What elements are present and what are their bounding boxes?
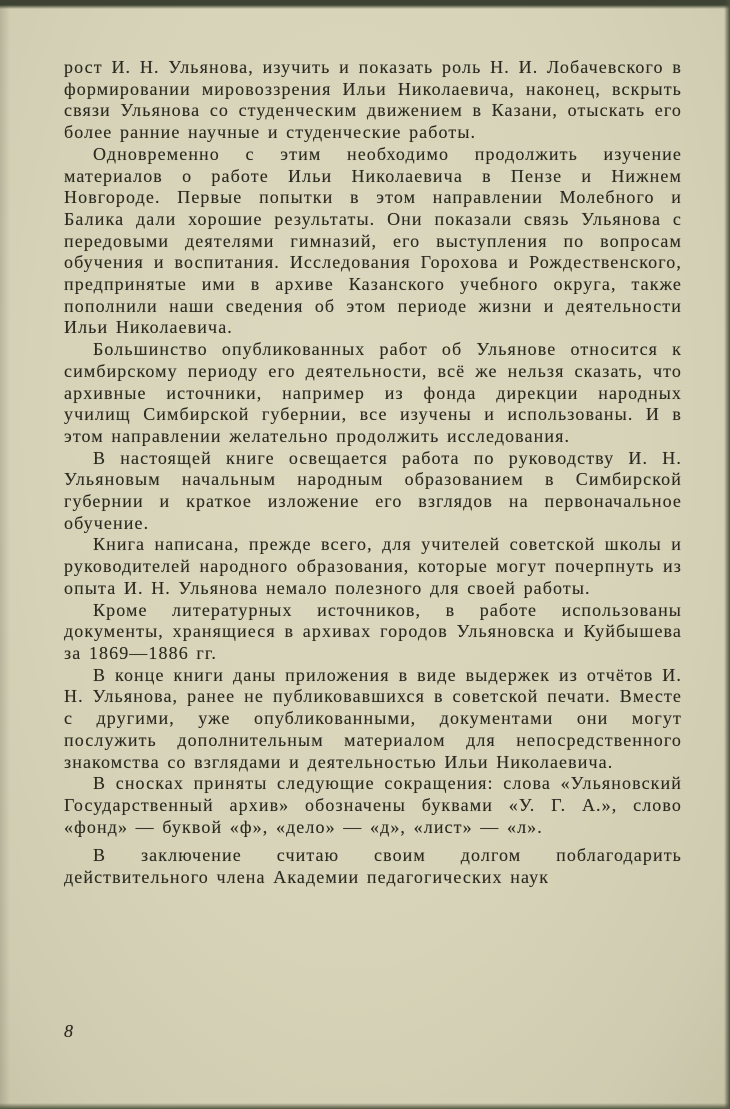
scan-edge-left <box>0 0 10 1109</box>
paragraph: Большинство опубликованных работ об Ульянове относится к симбирскому периоду его деятельности, всё же нельзя сказать, что архивные источники, например из фонда дирекции народных училищ Симбирской губернии, все изучены и использованы. И в этом направлении желательно продолжить исследования. <box>64 339 682 446</box>
paragraph: В настоящей книге освещается работа по руководству И. Н. Ульяновым начальным народным образованием в Симбирской губернии и краткое изложение его взглядов на первоначальное обучение. <box>64 447 682 533</box>
scan-edge-right <box>724 0 730 1109</box>
paragraph: В конце книги даны приложения в виде выдержек из отчётов И. Н. Ульянова, ранее не публиковавшихся в советской печати. Вместе с другими, уже опубликованными, документами они могут послужить дополнительным материалом для непосредственного знакомства со взглядами и деятельностью Ильи Николаевича. <box>64 664 682 772</box>
paragraph: В заключение считаю своим долгом поблагодарить действительного члена Академии педагогических наук <box>64 845 682 888</box>
paragraph: Книга написана, прежде всего, для учителей советской школы и руководителей народного образования, которые могут почерпнуть из опыта И. Н. Ульянова немало полезного для своей работы. <box>64 534 682 598</box>
paragraph: рост И. Н. Ульянова, изучить и показать роль Н. И. Лобачевского в формировании мировоззрения Ильи Николаевича, наконец, вскрыть связи Ульянова со студенческим движением в Казани, отыскать его более ранние научные и студенческие работы. <box>64 57 682 143</box>
paragraph: Кроме литературных источников, в работе использованы документы, хранящиеся в архивах городов Ульяновска и Куйбышева за 1869—1886 гг. <box>64 599 682 663</box>
page-number: 8 <box>64 1021 73 1041</box>
scan-edge-top <box>0 0 730 9</box>
scan-edge-bottom <box>0 1103 730 1109</box>
paragraph: Одновременно с этим необходимо продолжить изучение материалов о работе Ильи Николаевича в Пензе и Нижнем Новгороде. Первые попытки в этом направлении Молебного и Балика дали хорошие результаты. Они показали связь Ульянова с передовыми деятелями гимназий, его выступления по вопросам обучения и воспитания. Исследования Горохова и Рождественского, предпринятые ими в архиве Казанского учебного округа, также пополнили наши сведения об этом периоде жизни и деятельности Ильи Николаевича. <box>64 143 682 338</box>
text-block <box>64 57 682 889</box>
paragraph: В сносках приняты следующие сокращения: слова «Ульяновский Государственный архив» обозначены буквами «У. Г. А.», слово «фонд» — буквой «ф», «дело» — «д», «лист» — «л». <box>64 773 682 837</box>
